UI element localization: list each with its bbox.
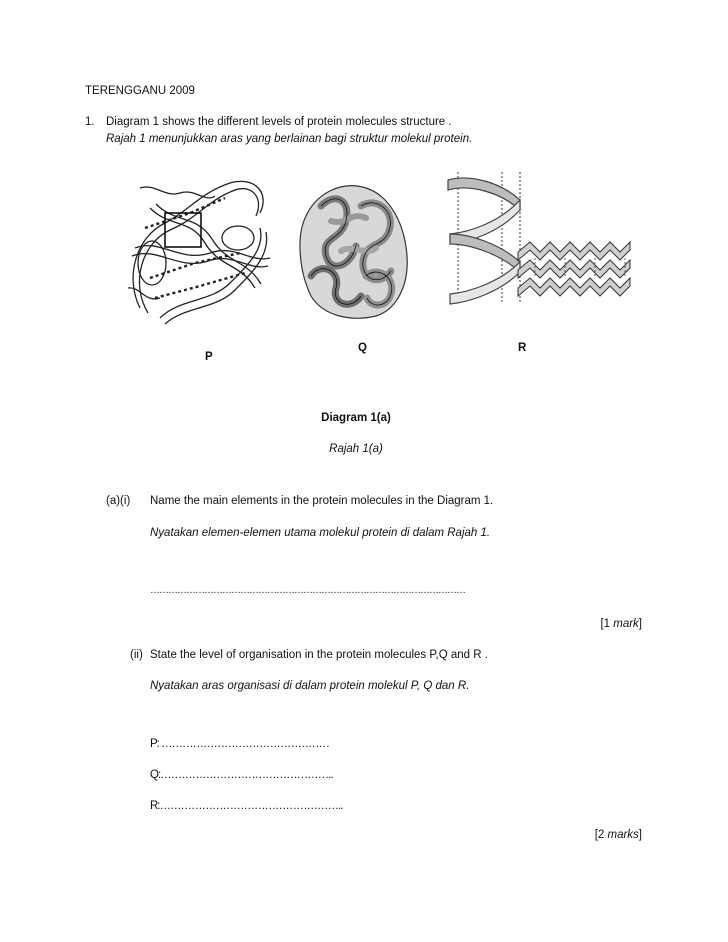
- answer-q-line: Q:…………………………………………..: [150, 769, 333, 781]
- structure-r-figure: [440, 172, 640, 324]
- part-a-i-answer-line: ……………………………………………………………………………………………: [150, 585, 465, 596]
- source-header: TERENGGANU 2009: [85, 85, 195, 97]
- answer-p-line: P: …………………………………………: [150, 738, 330, 750]
- part-a-ii-question-malay: Nyatakan aras organisasi di dalam protein molekul P, Q dan R.: [150, 680, 470, 692]
- marks-open: [1: [600, 618, 614, 630]
- part-a-i-marks: [600, 618, 642, 630]
- structure-p-label: P: [205, 351, 213, 363]
- structure-r-label: R: [518, 342, 527, 354]
- figure-caption-malay: Rajah 1(a): [329, 443, 383, 455]
- marks-open: [2: [594, 829, 608, 841]
- answer-r-line: R:……………………………………………..: [150, 800, 343, 812]
- marks-close: ]: [638, 829, 642, 841]
- question-stem-english: Diagram 1 shows the different levels of protein molecules structure .: [106, 116, 452, 128]
- figure-caption-english: Diagram 1(a): [321, 412, 391, 424]
- part-a-ii-marks: [595, 829, 642, 841]
- question-number: 1.: [85, 116, 95, 128]
- structure-q-label: Q: [358, 342, 367, 354]
- structure-q-figure: [291, 176, 413, 324]
- part-a-i-question-english: Name the main elements in the protein molecules in the Diagram 1.: [150, 495, 494, 507]
- question-stem-malay: Rajah 1 menunjukkan aras yang berlainan bagi struktur molekul protein.: [106, 133, 473, 145]
- part-a-ii-label: (ii): [130, 649, 143, 661]
- part-a-i-question-malay: Nyatakan elemen-elemen utama molekul protein di dalam Rajah 1.: [150, 527, 491, 539]
- marks-close: ]: [638, 618, 642, 630]
- structure-p-figure: [120, 168, 275, 330]
- part-a-i-label: (a)(i): [106, 495, 131, 507]
- marks-word: mark: [613, 618, 639, 630]
- marks-word: marks: [607, 829, 639, 841]
- part-a-ii-question-english: State the level of organisation in the protein molecules P,Q and R .: [150, 649, 488, 661]
